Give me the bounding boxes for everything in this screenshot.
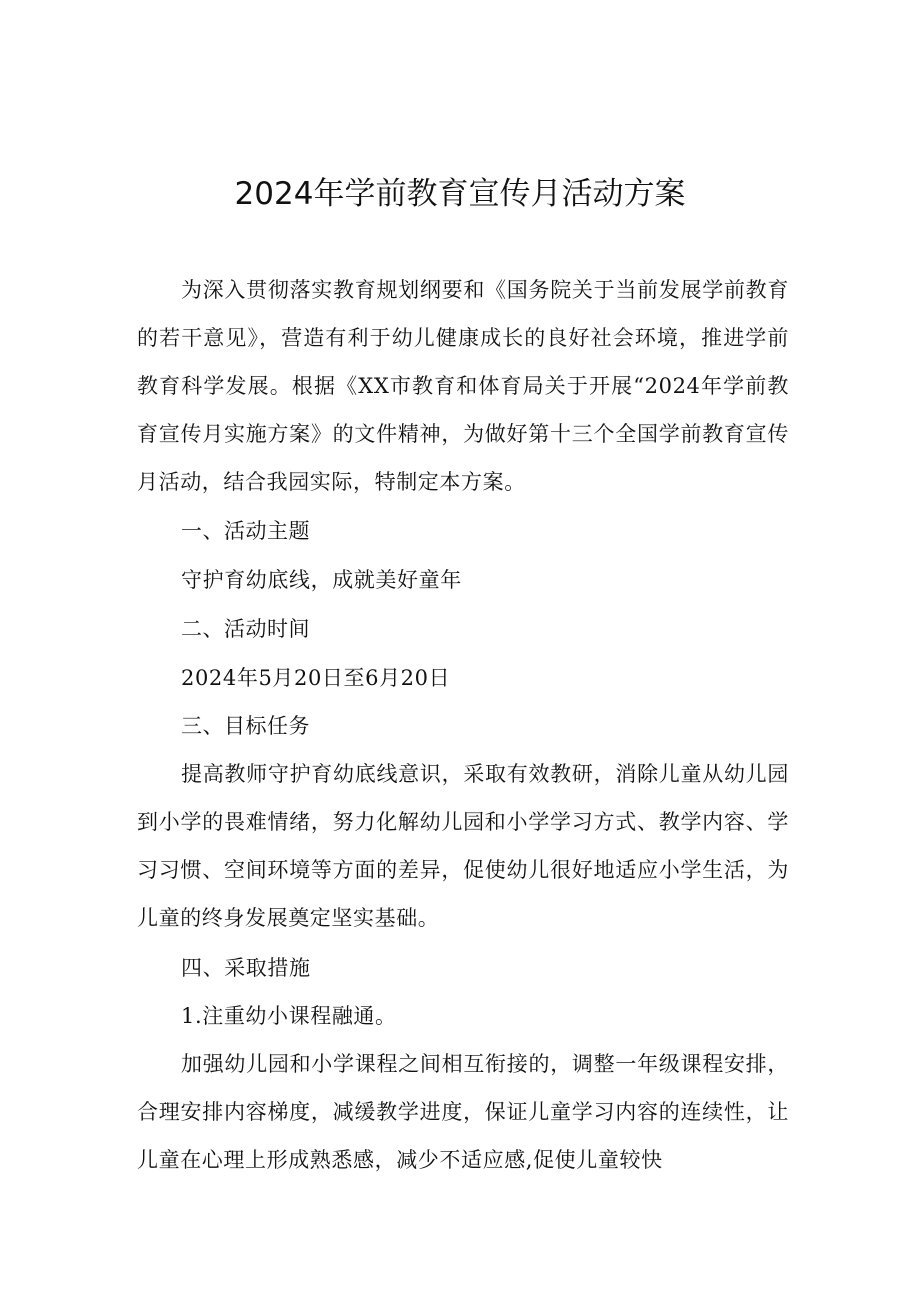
intro-paragraph: 为深入贯彻落实教育规划纲要和《国务院关于当前发展学前教育的若干意见》，营造有利于幼儿健康成长的良好社会环境，推进学前教育科学发展。根据《XX市教育和体育局关于开展“2024年学前教育宣传月实施方案》的文件精神，为做好第十三个全国学前教育宣传月活动，结合我园实际，特制定本方案。 <box>137 278 789 494</box>
section-heading-measures: 四、采取措施 <box>181 956 311 980</box>
document-title: 2024年学前教育宣传月活动方案 <box>234 176 686 212</box>
section-heading-theme: 一、活动主题 <box>181 519 310 543</box>
section-heading-time: 二、活动时间 <box>181 617 310 641</box>
time-text: 2024年5月20日至6月20日 <box>181 666 451 690</box>
measures-subheading: 1.注重幼小课程融通。 <box>181 1004 397 1028</box>
theme-text: 守护育幼底线，成就美好童年 <box>181 568 462 592</box>
measures-paragraph: 加强幼儿园和小学课程之间相互衔接的，调整一年级课程安排，合理安排内容梯度，减缓教学进度，保证儿童学习内容的连续性，让儿童在心理上形成熟悉感，减少不适应感,促使儿童较快 <box>137 1052 789 1172</box>
section-heading-goals: 三、目标任务 <box>181 714 310 738</box>
goals-paragraph: 提高教师守护育幼底线意识，采取有效教研，消除儿童从幼儿园到小学的畏难情绪，努力化解幼儿园和小学学习方式、教学内容、学习习惯、空间环境等方面的差异，促使幼儿很好地适应小学生活，为儿童的终身发展奠定坚实基础。 <box>137 762 789 930</box>
